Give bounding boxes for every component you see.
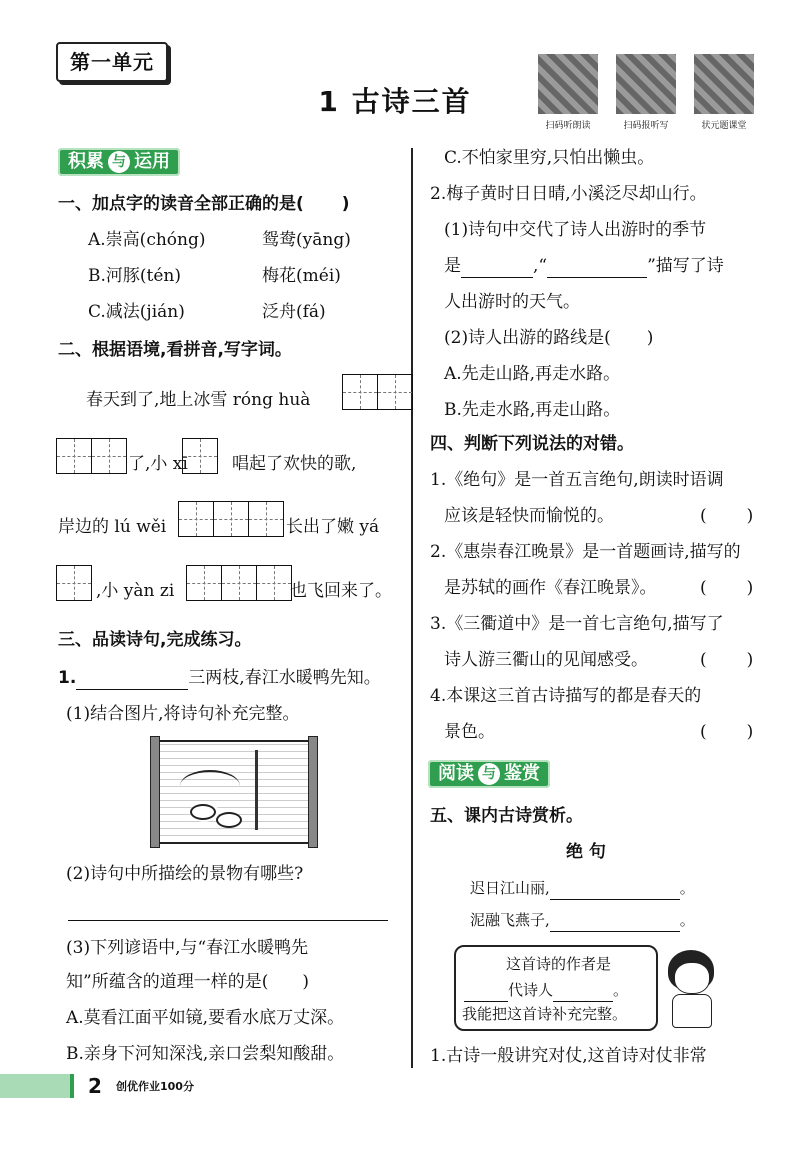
q2-line4b: 也飞回来了。: [290, 581, 392, 601]
q5-title: 五、课内古诗赏析。: [430, 806, 583, 826]
poem-line-2: 泥融飞燕子, 。: [470, 908, 695, 932]
char-box-yanzi[interactable]: [186, 565, 292, 601]
banner-text: 阅读: [438, 763, 474, 784]
q2-line3a: 岸边的 lú wěi: [58, 517, 167, 537]
char-box-luwei[interactable]: [178, 501, 284, 537]
q2-line1: 春天到了,地上冰雪 róng huà: [86, 390, 311, 410]
q3-sub3-l1: (3)下列谚语中,与“春江水暖鸭先: [66, 938, 309, 958]
q3-sub2: (2)诗句中所描绘的景物有哪些?: [66, 864, 304, 884]
qr-listen[interactable]: [530, 54, 606, 131]
judge2-l1: 2.《惠崇春江晚景》是一首题画诗,描写的: [430, 542, 741, 562]
judge4-l2: 景色。: [444, 722, 495, 742]
q1-option-c-2: 泛舟(fá): [262, 302, 326, 322]
char-box-ronghua[interactable]: [342, 374, 413, 410]
poem-title: 绝 句: [566, 842, 606, 862]
poem2-line: 2.梅子黄时日日晴,小溪泛尽却山行。: [430, 184, 707, 204]
bubble-line2: 代诗人 。: [464, 978, 628, 1002]
q4-title: 四、判断下列说法的对错。: [430, 434, 634, 454]
section-banner-reading: [428, 760, 550, 788]
qr-label: 扫码报听写: [623, 121, 669, 131]
judge2-paren[interactable]: ( ): [700, 578, 754, 598]
bubble-line3: 我能把这首诗补充完整。: [462, 1005, 628, 1023]
lesson-title: 1 古诗三首: [318, 85, 472, 118]
p2-option-b: B.先走水路,再走山路。: [444, 400, 621, 420]
judge3-l2: 诗人游三衢山的见闻感受。: [444, 650, 648, 670]
judge1-l2: 应该是轻快而愉悦的。: [444, 506, 614, 526]
q2-title: 二、根据语境,看拼音,写字词。: [58, 340, 292, 360]
footer-bar: [0, 1074, 70, 1098]
blank-line[interactable]: [550, 913, 680, 932]
blank-line[interactable]: [547, 259, 647, 278]
qr-dictation[interactable]: [608, 54, 684, 131]
p2-option-a: A.先走山路,再走水路。: [444, 364, 621, 384]
q1-title: 一、加点字的读音全部正确的是( ): [58, 194, 350, 214]
q1-option-a-2: 鸳鸯(yāng): [262, 230, 351, 250]
p2-sub2: (2)诗人出游的路线是( ): [444, 328, 654, 348]
char-box-ya[interactable]: [56, 565, 92, 601]
q3-option-a: A.莫看江面平如镜,要看水底万丈深。: [66, 1008, 345, 1028]
footer-stripe: [70, 1074, 74, 1098]
q1-option-c-1: C.减法(jián): [88, 302, 185, 322]
q1-option-b-1: B.河豚(tén): [88, 266, 182, 286]
q3-title: 三、品读诗句,完成练习。: [58, 630, 252, 650]
banner-connector: 与: [478, 763, 500, 785]
q3-poem-line: 1. 三两枝,春江水暖鸭先知。: [58, 668, 381, 688]
bubble-line1: 这首诗的作者是: [506, 955, 612, 973]
qr-label: 扫码听朗读: [545, 121, 591, 131]
qr-label: 状元题课堂: [701, 121, 747, 131]
banner-connector: 与: [108, 151, 130, 173]
q3-sub3-l2: 知”所蕴含的道理一样的是( ): [66, 972, 309, 992]
column-divider: [411, 148, 413, 1068]
q2-line2b: 唱起了欢快的歌,: [232, 454, 357, 474]
judge2-l2: 是苏轼的画作《春江晚景》。: [444, 578, 657, 598]
unit-label: 第一单元: [56, 42, 168, 82]
q3-option-c: C.不怕家里穷,只怕出懒虫。: [444, 148, 655, 168]
footer-brand: 创优作业100分: [116, 1080, 194, 1093]
blank-line[interactable]: [76, 671, 188, 690]
char-box-ronghua-2[interactable]: [56, 438, 127, 474]
q2-line3b: 长出了嫩 yá: [286, 517, 380, 537]
q2-line2a: 了,小 xī: [128, 454, 188, 474]
girl-illustration: [660, 950, 724, 1030]
banner-text: 积累: [68, 151, 104, 172]
blank-line[interactable]: [461, 259, 533, 278]
poem-line-1: 迟日江山丽, 。: [470, 876, 695, 900]
judge1-paren[interactable]: ( ): [700, 506, 754, 526]
q1-option-a-1: A.崇高(chóng): [88, 230, 206, 250]
q2-line4a: ,小 yàn zi: [96, 581, 175, 601]
char-box-xi[interactable]: [182, 438, 218, 474]
q1-option-b-2: 梅花(méi): [262, 266, 341, 286]
judge3-paren[interactable]: ( ): [700, 650, 754, 670]
p2-sub1-l2: 是 ,“ ”描写了诗: [444, 256, 724, 276]
blank-line[interactable]: [553, 983, 613, 1002]
p2-sub1-l3: 人出游时的天气。: [444, 292, 580, 312]
qr-code-icon[interactable]: [538, 54, 598, 114]
blank-line[interactable]: [550, 881, 680, 900]
q3-sub1: (1)结合图片,将诗句补充完整。: [66, 704, 300, 724]
answer-line[interactable]: [68, 920, 388, 921]
q3-option-b: B.亲身下河知深浅,亲口尝梨知酸甜。: [66, 1044, 345, 1064]
poem-illustration: [158, 740, 310, 844]
banner-text: 运用: [134, 151, 170, 172]
judge1-l1: 1.《绝句》是一首五言绝句,朗读时语调: [430, 470, 724, 490]
p2-sub1: (1)诗句中交代了诗人出游时的季节: [444, 220, 707, 240]
qr-code-icon[interactable]: [616, 54, 676, 114]
qr-code-icon[interactable]: [694, 54, 754, 114]
qr-classroom[interactable]: [686, 54, 762, 131]
judge4-paren[interactable]: ( ): [700, 722, 754, 742]
section-banner-accumulate: [58, 148, 180, 176]
blank-line[interactable]: [464, 983, 508, 1002]
page-number: 2: [88, 1074, 102, 1098]
banner-text: 鉴赏: [504, 763, 540, 784]
judge3-l1: 3.《三衢道中》是一首七言绝句,描写了: [430, 614, 724, 634]
judge4-l1: 4.本课这三首古诗描写的都是春天的: [430, 686, 702, 706]
q5-sub1: 1.古诗一般讲究对仗,这首诗对仗非常: [430, 1046, 707, 1066]
